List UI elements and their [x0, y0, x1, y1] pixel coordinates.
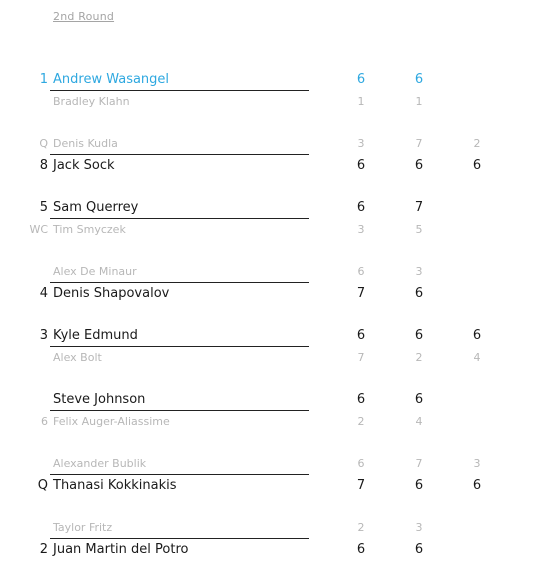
- set-score: 6: [414, 478, 424, 493]
- player-row: [0, 325, 543, 347]
- set-score: 6: [472, 158, 482, 173]
- player-row: [0, 475, 543, 497]
- player-row: [0, 283, 543, 305]
- match: [0, 197, 543, 241]
- set-score: 3: [473, 457, 481, 470]
- set-score: 2: [415, 351, 423, 364]
- player-name-link[interactable]: Sam Querrey: [53, 200, 139, 215]
- player-name-link[interactable]: Kyle Edmund: [53, 328, 138, 343]
- player-seed: Q: [39, 137, 48, 150]
- player-seed: WC: [29, 223, 48, 236]
- set-score: 7: [356, 478, 366, 493]
- player-row: [0, 219, 543, 241]
- match: [0, 325, 543, 369]
- player-name-link[interactable]: Alexander Bublik: [53, 457, 147, 470]
- player-name-link[interactable]: Steve Johnson: [53, 392, 146, 407]
- set-score: 6: [414, 286, 424, 301]
- player-row: [0, 133, 543, 155]
- player-seed: 6: [41, 415, 48, 428]
- player-row: [0, 155, 543, 177]
- set-score: 3: [357, 223, 365, 236]
- set-score: 6: [414, 328, 424, 343]
- set-score: 6: [357, 265, 365, 278]
- set-score: 6: [414, 392, 424, 407]
- set-score: 7: [415, 457, 423, 470]
- player-seed: 4: [39, 286, 48, 301]
- player-name-link[interactable]: Tim Smyczek: [53, 223, 126, 236]
- player-row: [0, 69, 543, 91]
- set-score: 7: [357, 351, 365, 364]
- player-name-link[interactable]: Taylor Fritz: [53, 521, 113, 534]
- match: [0, 261, 543, 305]
- set-score: 6: [356, 72, 366, 87]
- set-score: 3: [357, 137, 365, 150]
- set-score: 1: [415, 95, 423, 108]
- player-name-link[interactable]: Felix Auger-Aliassime: [53, 415, 170, 428]
- set-score: 2: [473, 137, 481, 150]
- set-score: 2: [357, 521, 365, 534]
- set-score: 6: [414, 542, 424, 557]
- player-seed: 5: [39, 200, 48, 215]
- set-score: 4: [473, 351, 481, 364]
- match: [0, 517, 543, 561]
- player-seed: 2: [39, 542, 48, 557]
- set-score: 7: [356, 286, 366, 301]
- player-name-link[interactable]: Alex De Minaur: [53, 265, 137, 278]
- player-name-link[interactable]: Denis Shapovalov: [53, 286, 170, 301]
- player-row: [0, 347, 543, 369]
- set-score: 7: [414, 200, 424, 215]
- set-score: 6: [356, 392, 366, 407]
- set-score: 6: [356, 158, 366, 173]
- player-seed: Q: [37, 478, 48, 493]
- match: [0, 133, 543, 177]
- set-score: 3: [415, 521, 423, 534]
- set-score: 3: [415, 265, 423, 278]
- player-name-link[interactable]: Alex Bolt: [53, 351, 102, 364]
- set-score: 5: [415, 223, 423, 236]
- set-score: 4: [415, 415, 423, 428]
- set-score: 6: [414, 158, 424, 173]
- player-name-link[interactable]: Thanasi Kokkinakis: [53, 478, 177, 493]
- player-seed: 3: [39, 328, 48, 343]
- player-row: [0, 261, 543, 283]
- player-row: [0, 197, 543, 219]
- player-row: [0, 517, 543, 539]
- set-score: 6: [472, 328, 482, 343]
- match: [0, 453, 543, 497]
- player-row: [0, 91, 543, 113]
- player-name-link[interactable]: Denis Kudla: [53, 137, 118, 150]
- player-name-link[interactable]: Bradley Klahn: [53, 95, 130, 108]
- player-name-link[interactable]: Jack Sock: [53, 158, 115, 173]
- player-row: [0, 453, 543, 475]
- set-score: 1: [357, 95, 365, 108]
- set-score: 6: [356, 200, 366, 215]
- match: [0, 389, 543, 433]
- player-row: [0, 389, 543, 411]
- set-score: 6: [357, 457, 365, 470]
- set-score: 6: [472, 478, 482, 493]
- player-seed: 1: [39, 72, 48, 87]
- set-score: 6: [414, 72, 424, 87]
- player-seed: 8: [39, 158, 48, 173]
- player-row: [0, 539, 543, 561]
- player-name-link[interactable]: Andrew Wasangel: [53, 72, 170, 87]
- match: [0, 69, 543, 113]
- set-score: 7: [415, 137, 423, 150]
- player-row: [0, 411, 543, 433]
- set-score: 2: [357, 415, 365, 428]
- set-score: 6: [356, 328, 366, 343]
- round-title-link[interactable]: 2nd Round: [53, 10, 115, 23]
- set-score: 6: [356, 542, 366, 557]
- player-name-link[interactable]: Juan Martin del Potro: [53, 542, 189, 557]
